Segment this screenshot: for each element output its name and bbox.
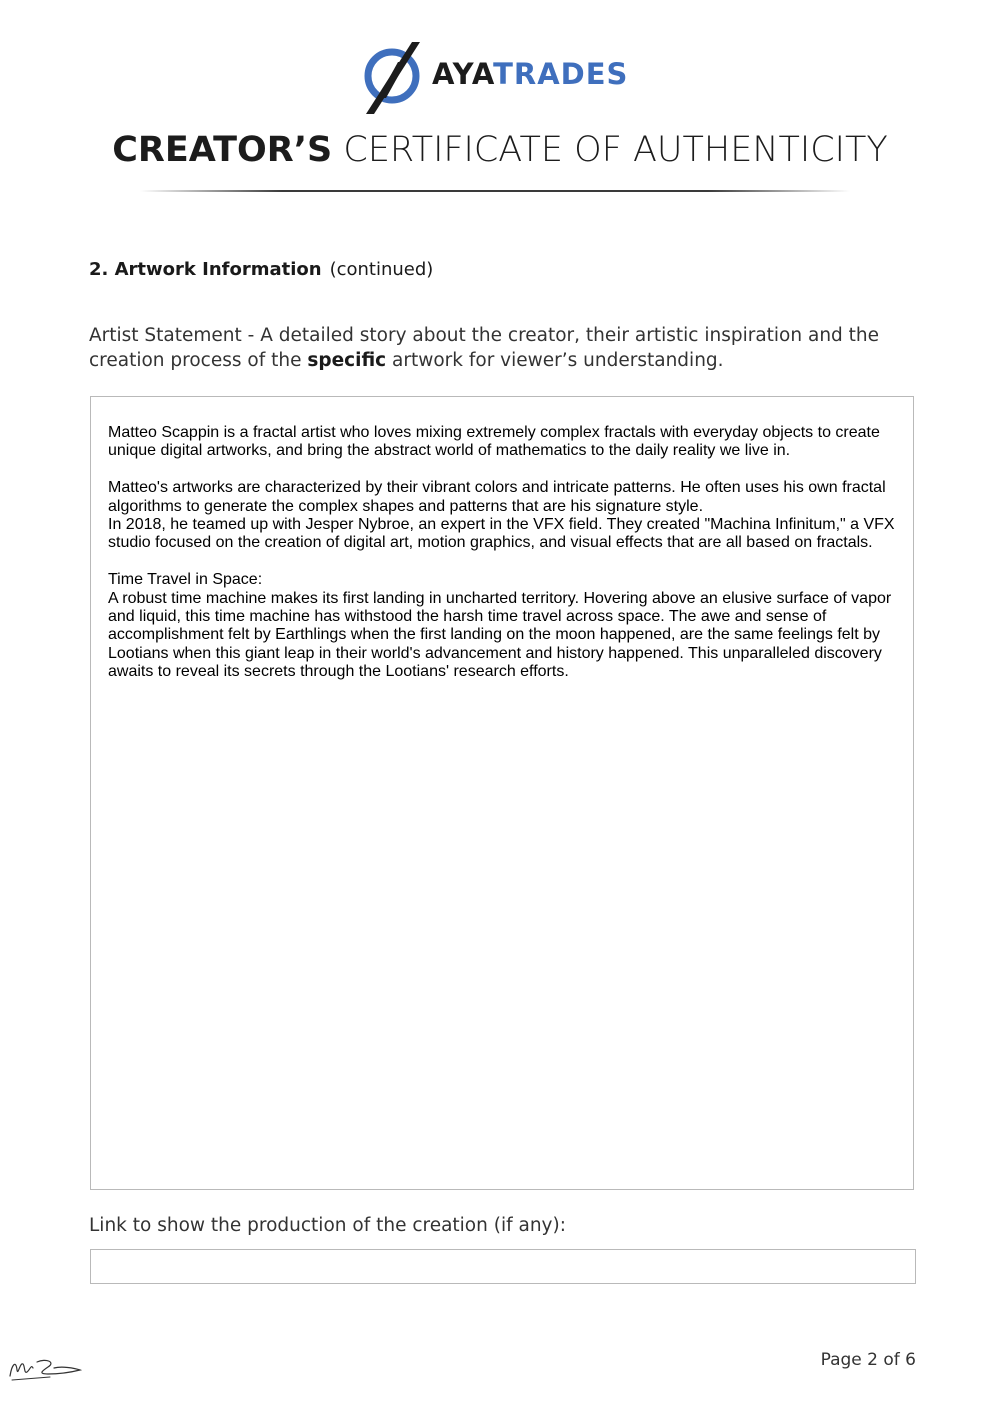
logo-wordmark-trades: TRADES [493, 57, 629, 91]
section-heading [89, 259, 433, 280]
ayatrades-logo [362, 40, 642, 116]
statement-paragraph: A robust time machine makes its first landing in uncharted territory. Hovering above an elusive surface of vapor and liquid, this time machine has withstood the harsh time travel across space. The awe and sense of accomplishment felt by Earthlings when the first landing on the moon happened, are the same feelings felt by Lootians when this giant leap in their world's advancement and history happened. This unparalleled discovery awaits to reveal its secrets through the Lootians' research efforts. [108, 589, 892, 681]
ayatrades-logo-icon [362, 40, 424, 116]
section-title: 2. Artwork Information [89, 259, 322, 280]
logo-wordmark [432, 57, 628, 91]
statement-paragraph: Matteo Scappin is a fractal artist who loves mixing extremely complex fractals with everyday objects to create unique digital artworks, and bring the abstract world of mathematics to the daily reality we live in. [108, 424, 880, 460]
paragraph-gap [108, 461, 903, 479]
artist-statement-field[interactable] [90, 396, 914, 1190]
page-title-rest: CERTIFICATE OF AUTHENTICITY [332, 130, 888, 170]
statement-paragraph: Matteo's artworks are characterized by their vibrant colors and intricate patterns. He often uses his own fractal algorithms to generate the complex shapes and patterns that are his signature style. [108, 479, 886, 515]
artwork-title: Time Travel in Space: [108, 571, 263, 589]
signature-icon [4, 1350, 84, 1384]
page-title [0, 130, 1000, 170]
section-suffix: (continued) [329, 259, 434, 280]
paragraph-gap [108, 553, 903, 571]
artist-statement-label-part1: Artist Statement - A detailed story about the creator, their artistic inspiration and the creation process of the [89, 325, 880, 371]
production-link-field[interactable] [90, 1249, 916, 1284]
statement-paragraph: In 2018, he teamed up with Jesper Nybroe, an expert in the VFX field. They created "Machina Infinitum," a VFX studio focused on the creation of digital art, motion graphics, and visual effects that are all based on fractals. [108, 516, 895, 552]
title-divider [140, 190, 850, 192]
page-title-bold: CREATOR’S [112, 130, 333, 170]
production-link-label: Link to show the production of the creation (if any): [89, 1215, 566, 1236]
artist-statement-label-part2: artwork for viewer’s understanding. [386, 350, 724, 371]
page-number: Page 2 of 6 [820, 1350, 916, 1370]
artist-statement-label-bold: specific [307, 350, 387, 371]
artist-statement-label [89, 323, 889, 373]
artist-statement-content [108, 424, 903, 682]
logo-wordmark-aya: AYA [432, 57, 494, 91]
